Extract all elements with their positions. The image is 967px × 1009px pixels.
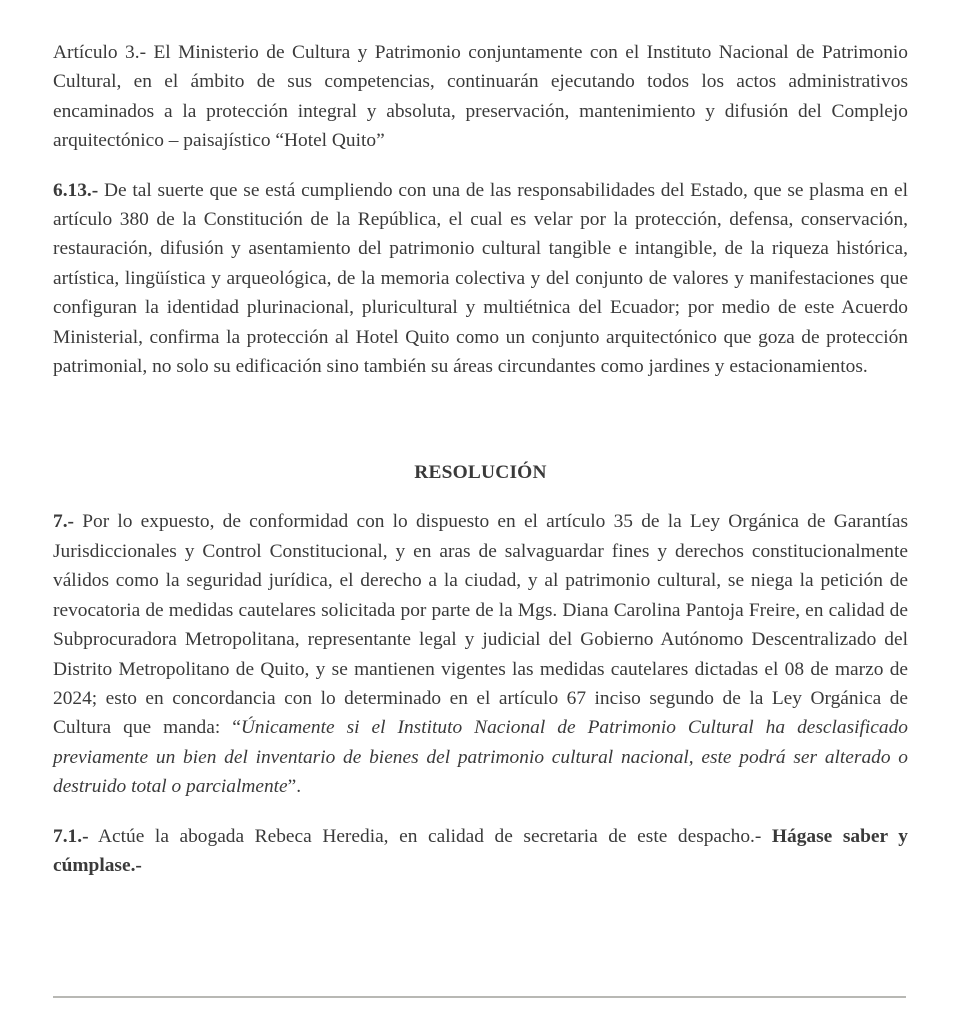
article-3-paragraph: Artículo 3.- El Ministerio de Cultura y Patrimonio conjuntamente con el Instituto Nacional de Patrimonio Cultural, en el ámbito de sus competencias, continuarán ejecutando todos los actos administrativos encaminados a la protección integral y absoluta, preservación, mantenimiento y difusión del Complejo arquitectónico – paisajístico “Hotel Quito” [53, 42, 908, 152]
quote-closing: ”. [287, 776, 302, 798]
paragraph-number: 6.13.- [53, 179, 99, 201]
paragraph-7-1 [53, 822, 908, 881]
paragraph-7 [53, 507, 908, 801]
section-heading: RESOLUCIÓN [414, 462, 547, 484]
document-page [53, 38, 908, 880]
paragraph-number: 7.- [53, 511, 75, 533]
paragraph-6-13 [53, 176, 908, 382]
paragraph-number: 7.1.- [53, 825, 89, 847]
footer-divider [53, 996, 906, 998]
paragraph-text: De tal suerte que se está cumpliendo con una de las responsabilidades del Estado, que se plasma en el artículo 380 de la Constitución de la República, el cual es velar por la protección, defensa, conservación, restauración, difusión y asentamiento del patrimonio cultural tangible e intangible, de la riqueza histórica, artística, lingüística y arqueológica, de la memoria colectiva y del conjunto de valores y manifestaciones que configuran la identidad plurinacional, pluricultural y multiétnica del Ecuador; por medio de este Acuerdo Ministerial, confirma la protección al Hotel Quito como un conjunto arquitectónico que goza de protección patrimonial, no solo su edificación sino también su áreas circundantes como jardines y estacionamientos. [53, 179, 908, 378]
paragraph-text: Por lo expuesto, de conformidad con lo dispuesto en el artículo 35 de la Ley Orgánica de Garantías Jurisdiccionales y Control Constitucional, y en aras de salvaguardar fines y derechos constitucionalmente válidos como la seguridad jurídica, el derecho a la ciudad, y al patrimonio cultural, se niega la petición de revocatoria de medidas cautelares solicitada por parte de la Mgs. Diana Carolina Pantoja Freire, en calidad de Subprocuradora Metropolitana, representante legal y judicial del Gobierno Autónomo Descentralizado del Distrito Metropolitano de Quito, y se mantienen vigentes las medidas cautelares dictadas el 08 de marzo de 2024; esto en concordancia con lo determinado en el artículo 67 inciso segundo de la Ley Orgánica de Cultura que manda: “ [53, 511, 908, 739]
paragraph-text: Actúe la abogada Rebeca Heredia, en calidad de secretaria de este despacho.- [88, 825, 772, 847]
italic-quote: Únicamente si el Instituto Nacional de Patrimonio Cultural ha desclasificado previamente un bien del inventario de bienes del patrimonio cultural nacional, este podrá ser alterado o destruido total o parcialmente [53, 717, 909, 798]
closing-formula: Hágase saber y cúmplase.- [53, 825, 908, 876]
